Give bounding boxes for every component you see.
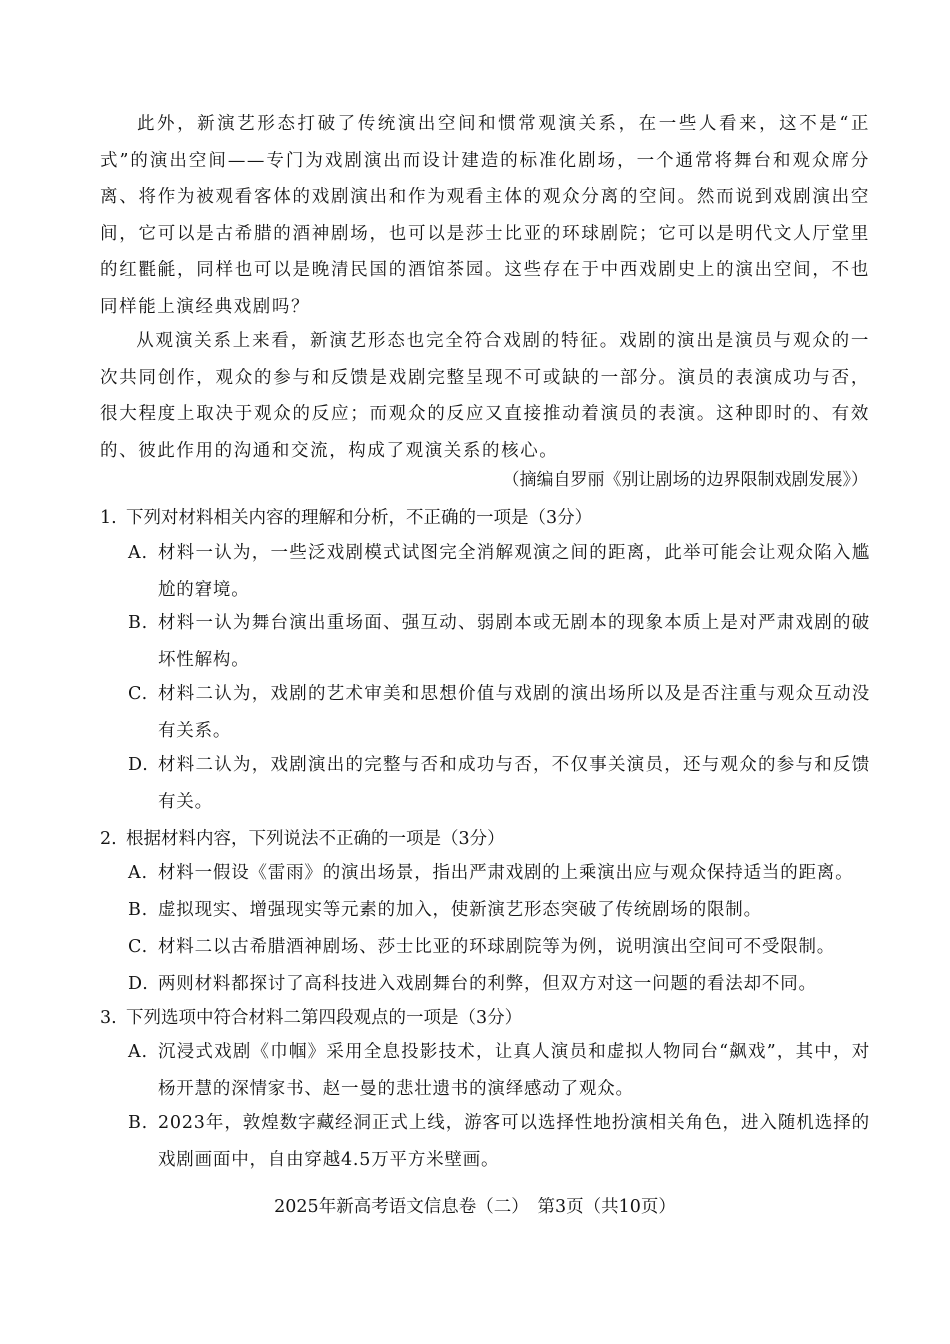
passage-paragraph-1-text: 此外，新演艺形态打破了传统演出空间和惯常观演关系，在一些人看来，这不是“正式”的演出空间——专门为戏剧演出而设计建造的标准化剧场，一个通常将舞台和观众席分离、将作为被观看客体的戏剧演出和作为观看主体的观众分离的空间。然而说到戏剧演出空间，它可以是古希腊的酒神剧场，也可以是莎士比亚的环球剧院；它可以是明代文人厅堂里的红氍毹，同样也可以是晚清民国的酒馆茶园。这些存在于中西戏剧史上的演出空间，不也同样能上演经典戏剧吗？ [100,114,870,317]
question-1-option-d [128,747,870,820]
option-text: 材料二认为，戏剧的艺术审美和思想价值与戏剧的演出场所以及是否注重与观众互动没有关系。 [158,684,870,741]
page-footer: 2025年新高考语文信息卷（二） 第3页（共10页） [274,1197,676,1217]
question-3-option-b [128,1105,870,1178]
question-2-option-a [128,855,870,892]
question-2-option-d [128,966,870,1003]
passage-source: （摘编自罗丽《别让剧场的边界限制戏剧发展》） [502,470,868,490]
option-text: 材料一假设《雷雨》的演出场景，指出严肃戏剧的上乘演出应与观众保持适当的距离。 [158,863,854,883]
option-text: 两则材料都探讨了高科技进入戏剧舞台的利弊，但双方对这一问题的看法却不同。 [158,974,817,994]
option-text: 虚拟现实、增强现实等元素的加入，使新演艺形态突破了传统剧场的限制。 [158,900,762,920]
option-text: 材料一认为舞台演出重场面、强互动、弱剧本或无剧本的现象本质上是对严肃戏剧的破坏性解构。 [158,613,870,670]
question-text: 下列选项中符合材料二第四段观点的一项是（3分） [126,1008,523,1028]
question-2-option-c [128,929,870,966]
passage-paragraph-2-text: 从观演关系上来看，新演艺形态也完全符合戏剧的特征。戏剧的演出是演员与观众的一次共同创作，观众的参与和反馈是戏剧完整呈现不可或缺的一部分。演员的表演成功与否，很大程度上取决于观众的反应；而观众的反应又直接推动着演员的表演。这种即时的、有效的、彼此作用的沟通和交流，构成了观演关系的核心。 [100,331,870,461]
option-text: 沉浸式戏剧《巾帼》采用全息投影技术，让真人演员和虚拟人物同台“飙戏”，其中，对杨开慧的深情家书、赵一曼的悲壮遗书的演绎感动了观众。 [158,1042,870,1099]
passage-paragraph-1 [100,106,870,325]
question-text: 下列对材料相关内容的理解和分析，不正确的一项是（3分） [126,508,593,528]
option-letter: D. [128,974,149,994]
question-3-option-a [128,1034,870,1107]
option-letter: A. [128,863,148,883]
question-2-option-b [128,892,870,929]
question-3-stem [100,1004,870,1032]
option-letter: C. [128,937,148,957]
question-1-option-b [128,605,870,678]
option-letter: B. [128,900,149,920]
question-number: 1. [100,508,117,528]
option-text: 材料一认为，一些泛戏剧模式试图完全消解观演之间的距离，此举可能会让观众陷入尴尬的窘境。 [158,543,870,600]
option-letter: C. [128,684,148,704]
option-text: 2023年，敦煌数字藏经洞正式上线，游客可以选择性地扮演相关角色，进入随机选择的戏剧画面中，自由穿越4.5万平方米壁画。 [158,1113,870,1170]
option-letter: A. [128,543,148,563]
question-1-option-c [128,676,870,749]
option-letter: D. [128,755,149,775]
question-2-stem [100,825,870,853]
option-letter: A. [128,1042,148,1062]
question-number: 3. [100,1008,117,1028]
option-text: 材料二以古希腊酒神剧场、莎士比亚的环球剧院等为例，说明演出空间可不受限制。 [158,937,836,957]
passage-paragraph-2 [100,323,870,469]
question-1-option-a [128,535,870,608]
question-text: 根据材料内容，下列说法不正确的一项是（3分） [126,829,505,849]
option-letter: B. [128,613,149,633]
question-1-stem [100,504,870,532]
option-letter: B. [128,1113,149,1133]
question-number: 2. [100,829,117,849]
option-text: 材料二认为，戏剧演出的完整与否和成功与否，不仅事关演员，还与观众的参与和反馈有关。 [158,755,870,812]
